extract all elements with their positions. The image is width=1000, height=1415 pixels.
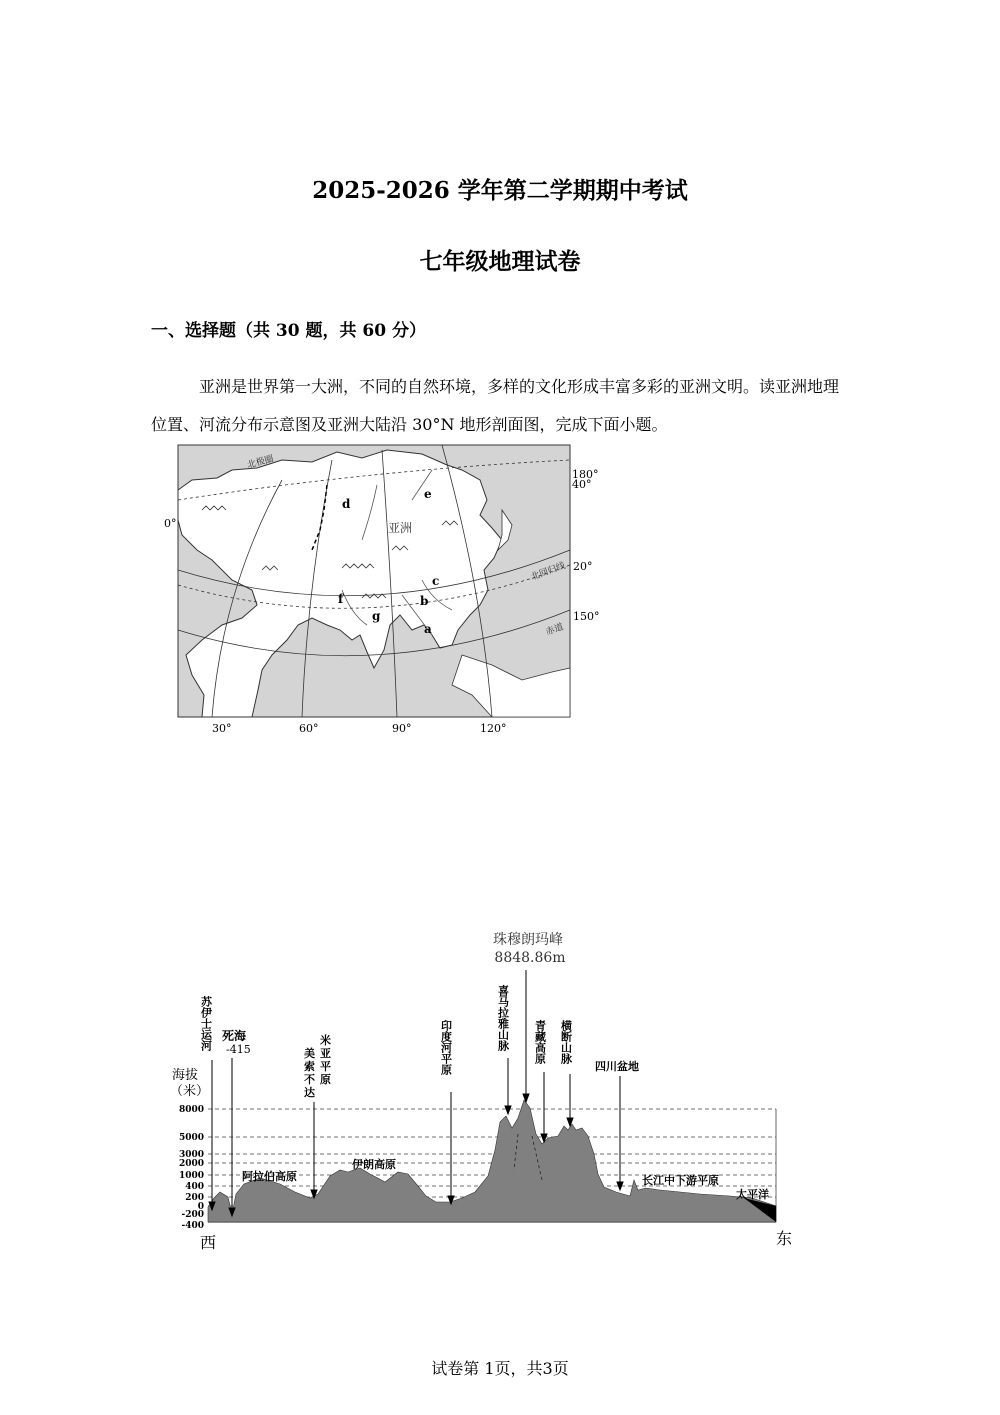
- label-40: 40°: [572, 478, 592, 491]
- ytick-2000: 2000: [178, 1159, 204, 1169]
- label-hengduan: 横断山脉: [559, 1020, 573, 1064]
- point-e: e: [424, 487, 432, 501]
- asia-map: [162, 440, 602, 740]
- exam-subtitle: 七年级地理试卷: [419, 248, 581, 275]
- lon-60: 60°: [299, 722, 319, 735]
- lon-30: 30°: [212, 722, 232, 735]
- label-pacific: 太平洋: [736, 1188, 769, 1201]
- label-suez: 苏伊士运河: [199, 996, 213, 1051]
- lon-120: 120°: [480, 722, 507, 735]
- label-arabian: 阿拉伯高原: [242, 1170, 297, 1183]
- label-sichuan: 四川盆地: [595, 1060, 639, 1073]
- section-heading: 一、选择题（共 30 题，共 60 分）: [151, 321, 426, 341]
- point-g: g: [372, 609, 381, 623]
- point-b: b: [420, 594, 429, 608]
- ytick-0: 0: [197, 1202, 204, 1212]
- label-150: 150°: [573, 610, 600, 623]
- ytick-200: 200: [185, 1193, 204, 1203]
- label-meso-6: 亚: [320, 1047, 331, 1060]
- label-meso-1: 美: [304, 1047, 315, 1060]
- question-paragraph: 亚洲是世界第一大洲，不同的自然环境，多样的文化形成丰富多彩的亚洲文明。读亚洲地理位置、河流分布示意图及亚洲大陆沿 30°N 地形剖面图，完成下面小题。: [151, 377, 840, 434]
- label-iranian: 伊朗高原: [352, 1158, 396, 1171]
- label-west: 西: [200, 1233, 217, 1252]
- tropic-label: 北回归线: [529, 561, 567, 583]
- point-a: a: [424, 622, 432, 636]
- exam-title: 2025-2026 学年第二学期期中考试: [312, 177, 688, 204]
- terrain-silhouette: [208, 1100, 776, 1222]
- lon-90: 90°: [392, 722, 412, 735]
- point-f: f: [338, 592, 344, 606]
- label-indus: 印度河平原: [439, 1020, 453, 1075]
- label-east: 东: [776, 1229, 793, 1248]
- y-axis-label-1: 海拔: [172, 1068, 199, 1083]
- asia-label: 亚洲: [388, 521, 413, 535]
- y-axis-label-2: （米）: [170, 1084, 210, 1099]
- ytick-8000: 8000: [178, 1105, 204, 1115]
- equator-label: 赤道: [544, 622, 565, 638]
- ytick-5000: 5000: [178, 1133, 204, 1143]
- ytick-400: 400: [185, 1182, 204, 1192]
- ytick-neg200: -200: [181, 1210, 204, 1220]
- ytick-neg400: -400: [181, 1221, 204, 1231]
- label-yangtze: 长江中下游平原: [642, 1174, 719, 1187]
- label-himalaya: 喜马拉雅山脉: [496, 985, 510, 1051]
- label-0: 0°: [164, 517, 177, 530]
- peak-name: 珠穆朗玛峰: [493, 932, 563, 948]
- label-dead-sea-value: -415: [226, 1043, 251, 1056]
- label-meso-8: 原: [320, 1073, 331, 1086]
- label-meso-2: 索: [304, 1060, 315, 1073]
- arctic-circle-label: 北极圈: [246, 454, 275, 471]
- label-20: 20°: [573, 560, 593, 573]
- point-d: d: [342, 497, 351, 511]
- label-180: 180°: [572, 468, 599, 481]
- label-meso-7: 平: [320, 1060, 331, 1073]
- label-tibet: 青藏高原: [533, 1020, 547, 1064]
- label-dead-sea: 死海: [222, 1029, 247, 1043]
- peak-height: 8848.86m: [494, 950, 566, 966]
- label-meso-5: 米: [320, 1034, 331, 1047]
- terrain-profile: [170, 922, 810, 1252]
- label-meso-4: 达: [304, 1086, 315, 1099]
- ytick-1000: 1000: [178, 1171, 204, 1181]
- label-meso-3: 不: [304, 1073, 315, 1086]
- point-c: c: [432, 574, 440, 588]
- page-footer: 试卷第 1页，共3页: [431, 1359, 569, 1378]
- ytick-3000: 3000: [178, 1150, 204, 1160]
